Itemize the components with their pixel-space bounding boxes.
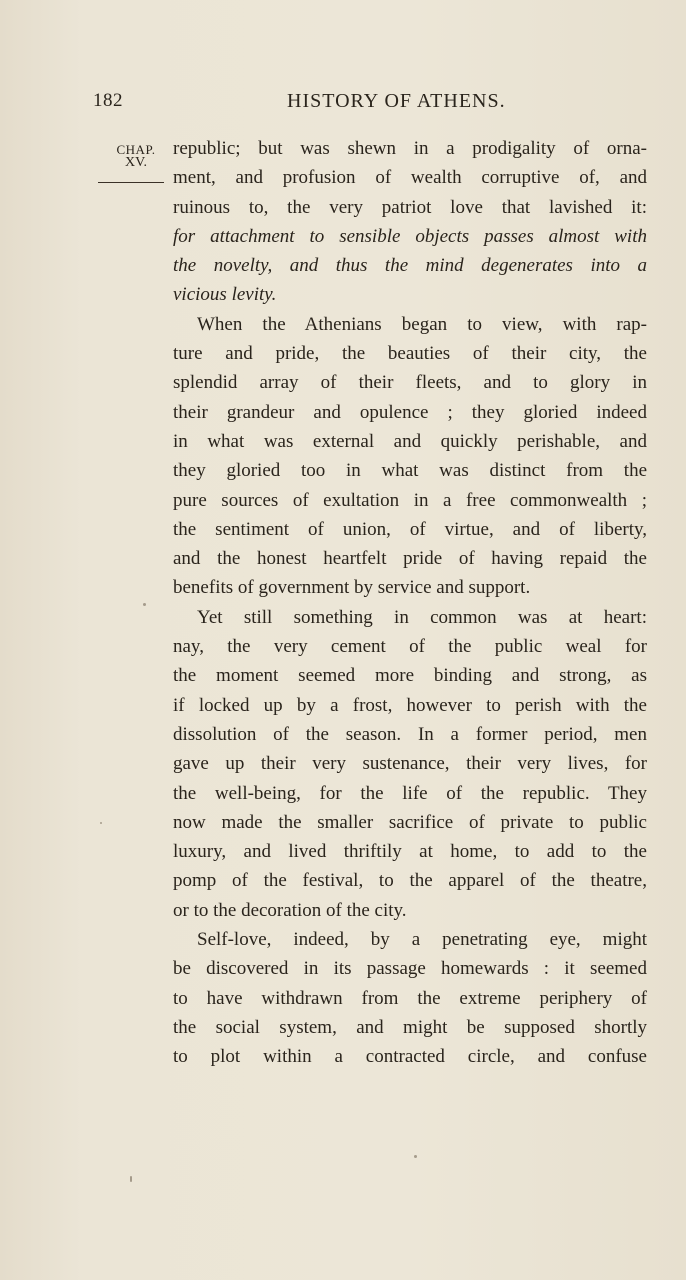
text-line: the novelty, and thus the mind degenerates into a [173, 255, 647, 277]
text-line: Yet still something in common was at heart: [197, 606, 647, 628]
text-line: luxury, and lived thriftily at home, to add to the [173, 841, 647, 863]
paper-speck [414, 1155, 417, 1158]
text-line: pure sources of exultation in a free commonwealth ; [173, 489, 647, 511]
text-line: in what was external and quickly perishable, and [173, 430, 647, 452]
text-line: republic; but was shewn in a prodigality of orna- [173, 138, 647, 159]
paper-speck [100, 822, 102, 824]
text-line: the social system, and might be supposed shortly [173, 1016, 647, 1038]
page-number: 182 [93, 90, 123, 111]
text-line: vicious levity. [173, 284, 277, 306]
chapter-label: CHAP. [116, 142, 156, 157]
text-line: dissolution of the season. In a former period, men [173, 723, 647, 745]
margin-rule [98, 182, 164, 183]
text-line: splendid array of their fleets, and to glory in [173, 372, 647, 394]
text-line: When the Athenians began to view, with rap- [197, 313, 647, 335]
paper-speck [130, 1176, 132, 1182]
body-text [173, 134, 647, 1072]
text-line: now made the smaller sacrifice of private to public [173, 811, 647, 833]
text-line: to have withdrawn from the extreme periphery of [173, 987, 647, 1009]
text-line: to plot within a contracted circle, and confuse [173, 1046, 647, 1068]
paper-speck [143, 603, 146, 606]
text-line: and the honest heartfelt pride of having repaid the [173, 548, 647, 570]
text-line: be discovered in its passage homewards : it seemed [173, 958, 647, 980]
text-line: ment, and profusion of wealth corruptive of, and [173, 167, 647, 189]
text-line: the moment seemed more binding and strong, as [173, 665, 647, 687]
text-line: benefits of government by service and support. [173, 577, 531, 599]
text-line: they gloried too in what was distinct from the [173, 460, 647, 482]
text-line: if locked up by a frost, however to perish with the [173, 694, 647, 716]
text-line: the well-being, for the life of the republic. They [173, 782, 647, 804]
chapter-margin-note [108, 143, 164, 169]
text-line: ruinous to, the very patriot love that lavished it: [173, 196, 647, 218]
text-line: gave up their very sustenance, their very lives, for [173, 753, 647, 775]
text-line: nay, the very cement of the public weal for [173, 636, 647, 658]
text-line: for attachment to sensible objects passes almost with [173, 225, 647, 247]
text-line: Self-love, indeed, by a penetrating eye, might [197, 929, 647, 951]
text-line: the sentiment of union, of virtue, and of liberty, [173, 518, 647, 540]
chapter-number: XV. [125, 155, 147, 170]
text-line: ture and pride, the beauties of their city, the [173, 343, 647, 365]
text-line: their grandeur and opulence ; they gloried indeed [173, 401, 647, 423]
text-line: pomp of the festival, to the apparel of the theatre, [173, 870, 647, 892]
running-head: HISTORY OF ATHENS. [287, 90, 506, 112]
text-line: or to the decoration of the city. [173, 899, 407, 921]
